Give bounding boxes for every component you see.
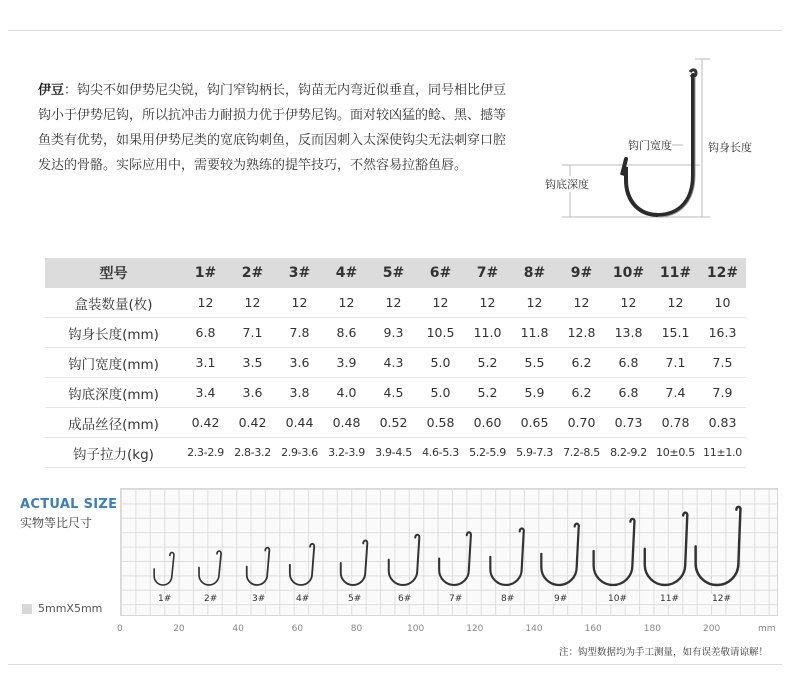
table-cell: 6.8 [605,378,652,408]
header-size: 8# [511,258,558,288]
table-cell: 0.73 [605,408,652,438]
table-cell: 4.6-5.3 [417,438,464,468]
hook-silhouette [645,513,688,585]
table-cell: 10 [699,288,746,318]
table-cell: 0.58 [417,408,464,438]
table-cell: 7.5 [699,348,746,378]
table-cell: 5.5 [511,348,558,378]
row-label: 钩底深度(mm) [45,378,182,408]
header-size: 6# [417,258,464,288]
table-cell: 0.70 [558,408,605,438]
table-cell: 0.42 [182,408,229,438]
table-cell: 0.83 [699,408,746,438]
table-row [45,348,746,378]
table-cell: 7.4 [652,378,699,408]
ruler-tick-label: 0 [117,624,123,634]
table-cell: 3.6 [276,348,323,378]
table-cell: 7.9 [699,378,746,408]
hook-silhouette [247,548,270,585]
table-cell: 12 [417,288,464,318]
table-cell: 12 [182,288,229,318]
table-cell: 7.1 [229,318,276,348]
table-cell: 10.5 [417,318,464,348]
table-cell: 4.0 [323,378,370,408]
hook-silhouette [541,524,578,585]
hook-size-label: 10# [608,594,627,604]
shank-length-label: 钩身长度 [708,141,752,154]
table-cell: 5.9-7.3 [511,438,558,468]
ruler-tick-label: 180 [643,624,661,634]
table-cell: 3.1 [182,348,229,378]
hook-silhouette [341,540,368,585]
footnote: 注：钩型数据均为手工测量，如有误差敬请谅解！ [558,647,768,658]
table-cell: 11.0 [464,318,511,348]
table-cell: 6.8 [605,348,652,378]
ruler-tick-label: 100 [407,624,425,634]
table-cell: 12 [229,288,276,318]
table-cell: 12 [323,288,370,318]
ruler-tick-label: 20 [173,624,185,634]
hook-size-label: 1# [158,594,172,604]
table-cell: 3.9 [323,348,370,378]
table-cell: 6.2 [558,348,605,378]
header-size: 3# [276,258,323,288]
table-cell: 0.65 [511,408,558,438]
table-cell: 5.2-5.9 [464,438,511,468]
table-cell: 2.3-2.9 [182,438,229,468]
row-label: 钩身长度(mm) [45,318,182,348]
ruler-tick-label: 200 [703,624,721,634]
table-row [45,288,746,318]
mm-ruler [0,620,790,636]
table-cell: 6.8 [182,318,229,348]
actual-size-subtitle: 实物等比尺寸 [20,516,93,530]
hook-dimension-diagram [540,55,780,230]
hook-model-name: 伊豆 [38,83,65,98]
table-cell: 3.6 [229,378,276,408]
table-cell: 0.42 [229,408,276,438]
header-size: 11# [652,258,699,288]
table-cell: 12.8 [558,318,605,348]
table-cell: 5.2 [464,348,511,378]
table-cell: 0.78 [652,408,699,438]
table-cell: 2.8-3.2 [229,438,276,468]
row-label: 钩门宽度(mm) [45,348,182,378]
header-size: 10# [605,258,652,288]
table-cell: 3.2-3.9 [323,438,370,468]
hook-silhouette [199,551,221,585]
header-size: 1# [182,258,229,288]
ruler-unit-label: mm [758,624,776,634]
table-cell: 13.8 [605,318,652,348]
table-cell: 5.0 [417,378,464,408]
hook-size-label: 3# [252,594,266,604]
table-cell: 0.52 [370,408,417,438]
table-cell: 10±0.5 [652,438,699,468]
table-cell: 5.2 [464,378,511,408]
table-cell: 5.0 [417,348,464,378]
header-size: 4# [323,258,370,288]
hook-size-label: 4# [296,594,310,604]
ruler-tick-label: 60 [291,624,304,634]
hook-size-label: 7# [449,594,463,604]
table-cell: 16.3 [699,318,746,348]
hook-size-label: 5# [348,594,362,604]
table-cell: 12 [276,288,323,318]
header-size: 9# [558,258,605,288]
table-cell: 2.9-3.6 [276,438,323,468]
hook-silhouette [290,544,314,585]
hook-silhouette [594,519,635,585]
table-cell: 7.8 [276,318,323,348]
table-cell: 0.44 [276,408,323,438]
hook-silhouette [154,552,174,585]
table-row [45,438,746,468]
table-cell: 8.6 [323,318,370,348]
table-cell: 7.1 [652,348,699,378]
hook-size-label: 11# [660,594,679,604]
row-label: 盒装数量(枚) [45,288,182,318]
table-cell: 5.9 [511,378,558,408]
header-size: 7# [464,258,511,288]
bend-depth-label: 钩底深度 [545,178,589,191]
hook-size-label: 9# [554,594,568,604]
spec-table [45,258,746,468]
table-cell: 12 [605,288,652,318]
hook-size-label: 8# [501,594,515,604]
row-label: 成品丝径(mm) [45,408,182,438]
ruler-tick-label: 120 [466,624,484,634]
top-divider [8,30,782,31]
table-cell: 4.3 [370,348,417,378]
table-header-row [45,258,746,288]
table-cell: 8.2-9.2 [605,438,652,468]
description-text: ：钩尖不如伊势尼尖锐，钩门窄钩柄长，钩苗无内弯近似垂直，同号相比伊豆钩小于伊势尼钩，所以抗冲击力耐损力优于伊势尼钩。面对较凶猛的鲶、黑、撼等鱼类有优势，如果用伊势尼类的宽底钩刺鱼，反而因刺入太深使钩尖无法刺穿口腔发达的骨骼。实际应用中，需要较为熟练的提竿技巧，不然容易拉豁鱼唇。 [38,83,507,173]
table-cell: 3.4 [182,378,229,408]
gap-width-label: 钩门宽度 [628,139,672,152]
table-row [45,408,746,438]
ruler-tick-label: 80 [350,624,363,634]
description-paragraph [38,78,508,178]
bottom-divider [8,664,782,665]
hook-silhouette [439,532,471,585]
table-cell: 7.2-8.5 [558,438,605,468]
scale-swatch [22,604,32,614]
table-cell: 12 [370,288,417,318]
hook-size-label: 6# [398,594,412,604]
actual-size-grid [120,488,778,616]
table-cell: 12 [464,288,511,318]
header-size: 12# [699,258,746,288]
hook-size-label: 12# [712,594,731,604]
table-row [45,318,746,348]
hook-silhouette [490,528,523,585]
table-cell: 6.2 [558,378,605,408]
header-size: 5# [370,258,417,288]
hook-size-label: 2# [204,594,218,604]
table-cell: 3.5 [229,348,276,378]
ruler-tick-label: 140 [525,624,543,634]
table-cell: 11.8 [511,318,558,348]
hook-silhouette [389,535,420,585]
actual-size-title: ACTUAL SIZE [20,497,118,512]
header-size: 2# [229,258,276,288]
table-cell: 12 [511,288,558,318]
table-cell: 12 [652,288,699,318]
table-cell: 0.60 [464,408,511,438]
table-cell: 3.8 [276,378,323,408]
table-cell: 4.5 [370,378,417,408]
ruler-tick-label: 40 [232,624,244,634]
row-label: 钩子拉力(kg) [45,438,182,468]
table-cell: 0.48 [323,408,370,438]
table-cell: 3.9-4.5 [370,438,417,468]
table-cell: 15.1 [652,318,699,348]
ruler-tick-label: 160 [584,624,602,634]
table-cell: 12 [558,288,605,318]
header-model-label: 型号 [45,258,182,288]
scale-label: 5mmX5mm [38,602,103,615]
table-cell: 9.3 [370,318,417,348]
table-row [45,378,746,408]
table-cell: 11±1.0 [699,438,746,468]
hook-silhouette [696,507,741,585]
